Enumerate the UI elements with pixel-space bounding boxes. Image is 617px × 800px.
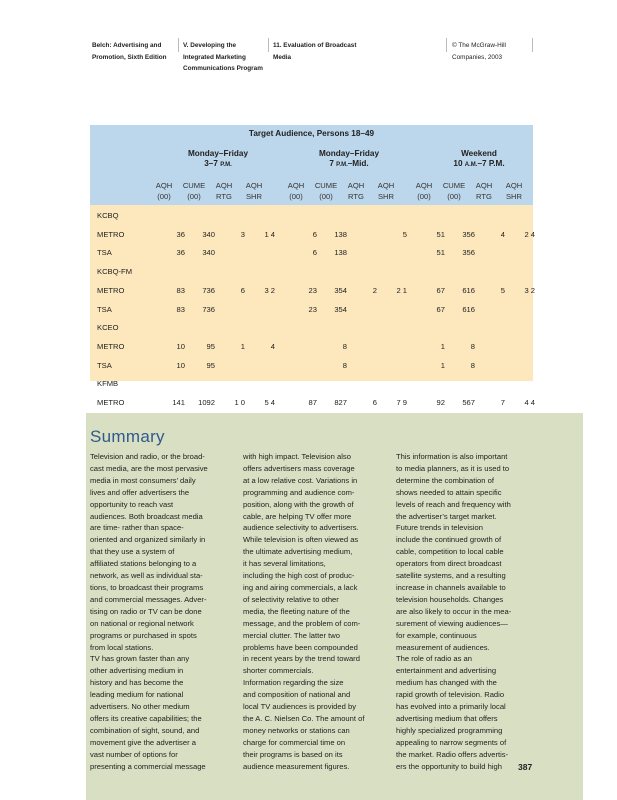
table-title: Target Audience, Persons 18–49 [248,129,375,138]
summary-line: combination of sight, sound, and [90,725,200,735]
table-cell: 2 [372,285,377,295]
row-label: KCBQ-FM [97,267,133,277]
table-cell: 736 [202,285,215,295]
table-cell: 138 [334,229,347,239]
header-line: Belch: Advertising and [92,42,162,49]
summary-line: cable, are helping TV offer more [243,511,352,521]
column-header-line: AQH [287,181,305,190]
summary-line: TV has grown faster than any [90,654,190,664]
summary-line: leading medium for national [90,690,184,700]
table-cell: 1 [240,341,245,351]
summary-line: history and has become the [90,678,184,688]
table-cell: 340 [202,229,215,239]
summary-line: from local stations. [90,642,154,652]
table-cell: 6 [312,229,317,239]
header-divider [178,38,179,52]
summary-line: opportunity to reach vast [90,499,174,509]
header-chapter-title [273,40,443,63]
daypart-time-start: 10 [453,159,465,168]
table-cell: 67 [436,285,445,295]
summary-line: surement of viewing audiences— [396,618,508,628]
summary-line: the advertiser’s target market. [396,511,497,521]
table-cell: 3 2 [524,285,535,295]
summary-line: audience measurement figures. [243,761,350,771]
table-cell: 356 [462,248,475,258]
table-cell: 51 [436,229,445,239]
row-label: METRO [97,229,125,239]
table-cell: 36 [176,229,185,239]
row-label: TSA [97,248,112,258]
summary-line: media in most consumers’ daily [90,475,196,485]
summary-line: audiences. Both broadcast media [90,511,203,521]
summary-line: While television is often viewed as [243,535,359,545]
column-header-line: AQH [245,181,263,190]
column-header [494,180,534,202]
table-cell: 138 [334,248,347,258]
summary-line: that they use a system of [90,547,175,557]
header-line: Media [273,53,292,61]
row-label: KCEO [97,323,119,333]
table-cell: 10 [176,341,185,351]
column-header-line: (00) [187,192,201,201]
table-cell: 827 [334,398,347,407]
summary-line: money networks or stations can [243,725,350,735]
table-cell: 67 [436,304,445,314]
summary-line: advertisers. No other medium [90,702,190,712]
table-cell: 6 [372,398,377,407]
table-cell: 92 [436,398,445,407]
column-header-line: RTG [216,192,232,201]
header-divider [532,38,533,52]
header-line: Communications Program [183,65,263,72]
summary-line: and composition of national and [243,690,351,700]
running-header [92,40,532,78]
summary-line: affiliated stations belonging to a [90,559,197,569]
table-cell: 616 [462,304,475,314]
summary-line: on national or regional network [90,618,194,628]
summary-line: Information regarding the size [243,678,344,688]
table-cell: 4 [500,229,505,239]
column-header-line: (00) [447,192,461,201]
table-row [90,265,533,278]
daypart-name: Monday–Friday [187,149,249,158]
table-cell: 567 [462,398,475,407]
summary-line: shows needed to attain specific [396,487,502,497]
summary-line: of selectivity relative to other [243,594,339,604]
column-header [234,180,274,202]
daypart-group [289,149,409,170]
summary-line: offers advertisers mass coverage [243,463,355,473]
table-row [90,209,533,222]
summary-line: medium has changed with the [396,678,497,688]
table-cell: 5 4 [264,398,275,407]
summary-line: Television and radio, or the broad- [90,452,205,461]
table-cell: 36 [176,248,185,258]
table-row [90,377,533,390]
column-header-line: (00) [157,192,171,201]
daypart-name: Monday–Friday [318,149,380,158]
summary-line: include the continued growth of [396,535,502,545]
column-header-line: AQH [505,181,523,190]
table-cell: 2 1 [396,285,407,295]
column-header-line: RTG [348,192,364,201]
summary-line: The role of radio as an [396,654,472,664]
summary-line: at a low relative cost. Variations in [243,475,358,485]
summary-column-1 [90,451,208,772]
header-line: Integrated Marketing [183,53,246,61]
summary-line: advertising medium that offers [396,713,498,723]
table-cell: 95 [206,360,215,370]
column-header-line: AQH [347,181,365,190]
summary-line: charge for commercial time on [243,737,346,747]
summary-title: Summary [90,427,165,446]
table-cell: 10 [176,360,185,370]
summary-line: Future trends in television [396,523,483,533]
summary-line: shorter commercials. [243,666,314,676]
summary-line: offers its creative capabilities; the [90,713,202,723]
summary-line: problems have been compounded [243,642,358,652]
table-cell: 95 [206,341,215,351]
header-line: Companies, 2003 [452,53,503,61]
daypart-time-start: 3–7 [204,159,221,168]
table-cell: 83 [176,285,185,295]
daypart-time-unit: P.M. [220,162,232,168]
table-cell: 3 [240,229,245,239]
row-label: KFMB [97,379,119,389]
table-cell: 616 [462,285,475,295]
summary-line: to media planners, as it is used to [396,463,510,473]
summary-line: the ultimate advertising medium, [243,547,353,557]
summary-line: measurement of audiences. [396,642,490,652]
summary-line: audience selectivity to advertisers. [243,523,359,533]
summary-line: determine the combination of [396,475,494,485]
column-header-line: SHR [377,192,395,201]
table-cell: 141 [172,398,185,407]
table-cell: 7 9 [396,398,407,407]
daypart-group [419,149,539,170]
summary-line: programming and audience com- [243,487,355,497]
table-cell: 4 [270,341,275,351]
table-cell: 51 [436,248,445,258]
column-header [366,180,406,202]
header-divider [446,38,447,52]
page-number: 387 [518,762,533,772]
column-header-line: SHR [245,192,263,201]
table-cell: 5 [402,229,407,239]
table-cell: 8 [470,341,475,351]
summary-line: movement give the advertiser a [90,737,196,747]
table-row [90,359,533,372]
summary-line: rapid growth of television. Radio [396,690,505,700]
table-cell: 2 4 [524,229,535,239]
column-header-line: SHR [505,192,523,201]
summary-line: oriented and organized similarly in [90,535,206,545]
table-row [90,340,533,353]
table-cell: 3 2 [264,285,275,295]
summary-line: message, and the problem of com- [243,618,361,628]
summary-column-2 [243,451,364,772]
summary-line: This information is also important [396,452,508,461]
table-cell: 354 [334,304,347,314]
table-cell: 7 [500,398,505,407]
row-label: METRO [97,341,125,351]
summary-line: for example, continuous [396,630,477,640]
table-cell: 6 [312,248,317,258]
summary-line: their programs is based on its [243,749,343,759]
summary-line: tising on radio or TV can be done [90,606,202,616]
summary-line: cast media, are the most pervasive [90,463,208,473]
table-row [90,321,533,334]
row-label: KCBQ [97,211,119,220]
summary-line: highly specialized programming [396,725,503,735]
summary-line: including the high cost of produc- [243,571,355,581]
summary-line: other advertising medium in [90,666,184,676]
summary-line: mercial clutter. The latter two [243,630,340,640]
column-header-line: AQH [377,181,395,190]
daypart-time [158,159,278,170]
table-cell: 1 4 [264,229,275,239]
daypart-time-unit: P.M. [336,162,348,168]
summary-line: programs or purchased in spots [90,630,197,640]
daypart-name: Weekend [461,149,497,158]
summary-line: network, as well as individual sta- [90,571,203,581]
table-cell: 8 [470,360,475,370]
header-line: © The McGraw-Hill [452,42,506,49]
table-cell: 87 [308,398,317,407]
summary-line: local TV audiences is provided by [243,702,356,712]
table-cell: 1092 [198,398,215,407]
summary-line: tions, to broadcast their programs [90,582,204,592]
daypart-time-start: 7 [329,159,337,168]
header-line: Promotion, Sixth Edition [92,53,167,61]
table-cell: 8 [342,341,347,351]
row-label: TSA [97,304,112,314]
row-label: METRO [97,398,125,407]
column-header-line: (00) [417,192,431,201]
ratings-table [90,125,535,407]
table-cell: 8 [342,360,347,370]
daypart-time-end: –Mid. [347,159,369,168]
summary-line: cable, competition to local cable [396,547,504,557]
column-header-line: AQH [475,181,493,190]
table-row [90,303,533,316]
column-header-line: (00) [319,192,333,201]
header-line: V. Developing the [183,42,237,49]
table-row [90,228,533,241]
summary-line: the market. Radio offers advertis- [396,749,509,759]
column-header-line: RTG [476,192,492,201]
header-line: 11. Evaluation of Broadcast [273,42,357,49]
summary-line: in recent years by the trend toward [243,654,360,664]
summary-line: the A. C. Nielsen Co. The amount of [243,713,365,723]
table-cell: 4 4 [524,398,535,407]
summary-line: ing and airing commercials, a lack [243,582,358,592]
table-cell: 23 [308,285,317,295]
header-part-title [183,40,275,75]
summary-line: operators from direct broadcast [396,559,502,569]
summary-column-3 [396,451,511,772]
daypart-time [289,159,409,170]
header-copyright [452,40,532,63]
column-header-line: AQH [155,181,173,190]
summary-line: with high impact. Television also [243,452,351,461]
daypart-time-unit: A.M. [464,162,478,168]
summary-line: are time- rather than space- [90,523,184,533]
daypart-group [158,149,278,170]
summary-line: increase in channels available to [396,582,506,592]
daypart-time [419,159,539,170]
summary-line: and commercial messages. Adver- [90,594,207,604]
header-divider [268,38,269,52]
table-row [90,284,533,297]
summary-line: position, along with the growth of [243,499,354,509]
column-header-line: CUME [442,181,466,190]
table-cell: 6 [240,285,245,295]
table-cell: 1 0 [234,398,245,407]
row-label: TSA [97,360,112,370]
summary-line: television households. Changes [396,594,504,604]
summary-line: appealing to narrow segments of [396,737,507,747]
summary-line: entertainment and advertising [396,666,497,676]
row-label: METRO [97,285,125,295]
summary-line: media, the fleeting nature of the [243,606,350,616]
summary-line: ers the opportunity to build high [396,761,502,771]
table-cell: 1 [440,360,445,370]
summary-line: has evolved into a primarily local [396,702,506,712]
table-cell: 23 [308,304,317,314]
daypart-time-end: –7 P.M. [477,159,505,168]
table-cell: 1 [440,341,445,351]
table-row [90,246,533,259]
summary-line: vast number of options for [90,749,178,759]
summary-line: presenting a commercial message [90,761,206,771]
summary-line: levels of reach and frequency with [396,499,511,509]
table-cell: 340 [202,248,215,258]
column-header-line: AQH [415,181,433,190]
column-header-line: (00) [289,192,303,201]
summary-line: it has several limitations, [243,559,326,569]
column-header-line: AQH [215,181,233,190]
table-cell: 354 [334,285,347,295]
header-book-title [92,40,174,63]
summary-line: satellite systems, and a resulting [396,571,506,581]
summary-line: lives and offer advertisers the [90,487,190,497]
table-cell: 5 [500,285,505,295]
table-cell: 736 [202,304,215,314]
table-row [90,396,533,409]
summary-line: are also likely to occur in the mea- [396,606,512,616]
table-cell: 356 [462,229,475,239]
column-header-line: CUME [314,181,338,190]
table-cell: 83 [176,304,185,314]
column-header-line: CUME [182,181,206,190]
